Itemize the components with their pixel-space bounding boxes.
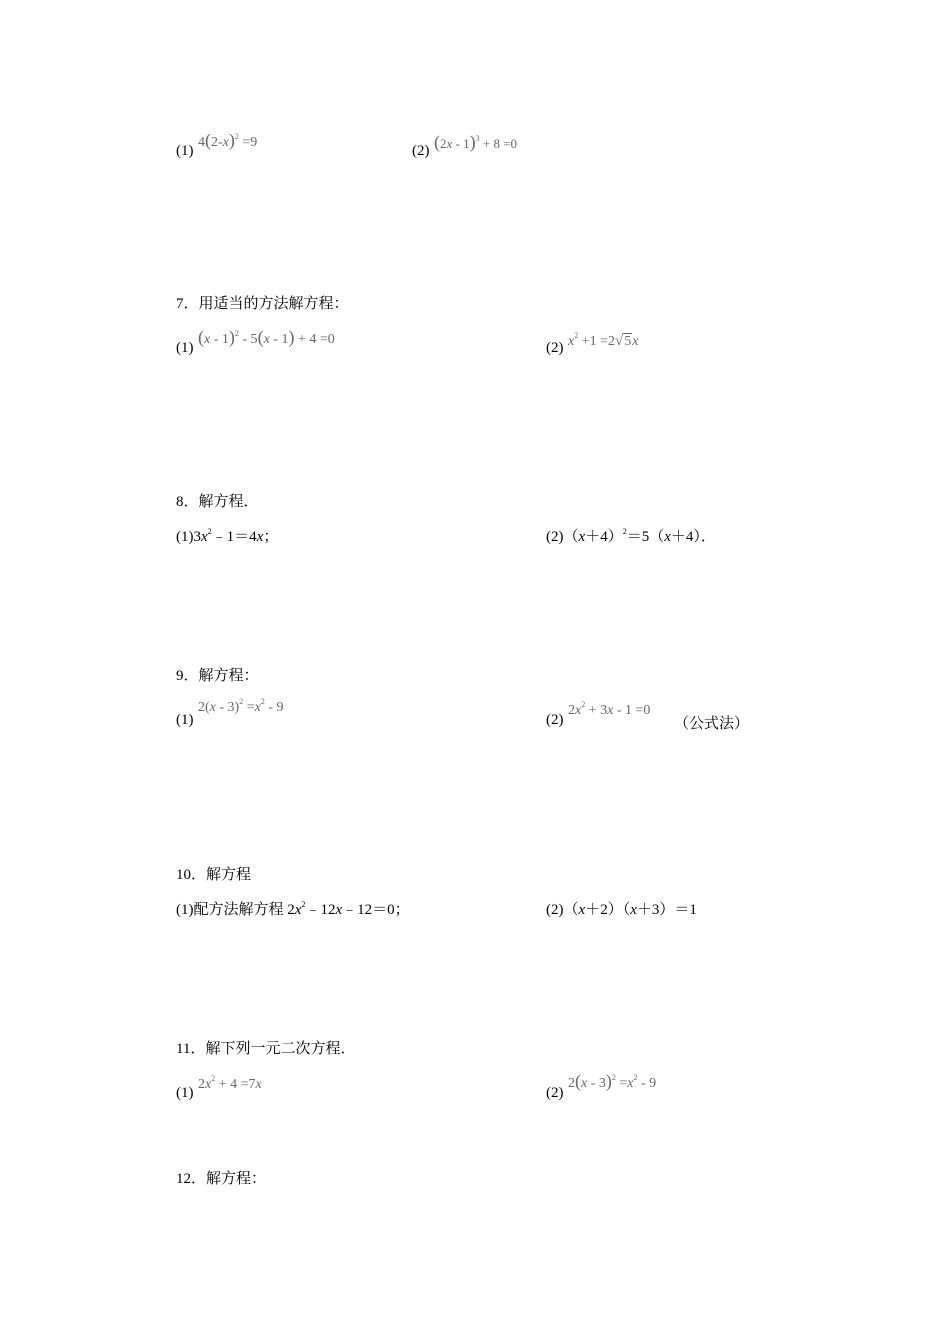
p7-heading: 7．用适当的方法解方程： — [176, 296, 349, 312]
p7-part1-equation: (x - 1)$^2$ - 5(x - 1) + 4 =0 — [198, 327, 335, 347]
p11-heading: 11．解下列一元二次方程． — [176, 1041, 356, 1057]
p10-part2: (2)（x＋2）（x＋3）＝1 — [546, 902, 697, 918]
p6-part1-equation: $4(2-x)^2 =9$ — [198, 130, 258, 150]
p12-heading: 12．解方程： — [176, 1171, 267, 1187]
p10-heading: 10．解方程 — [176, 867, 252, 883]
p8-heading: 8．解方程． — [176, 494, 259, 510]
p9-heading: 9．解方程： — [176, 668, 259, 684]
p6-part1-label: (1) — [176, 143, 194, 159]
p7-part2-equation: $x^2 +1 =2√5x$ — [568, 331, 639, 349]
p7-part1-label: (1) — [176, 340, 194, 356]
p11-part2-label: (2) — [546, 1085, 564, 1101]
p6-part2-label: (2) — [412, 143, 430, 159]
p8-part1: $(1)3x^2﹣1=4x$； — [176, 527, 279, 545]
p9-part2-label: (2) — [546, 712, 564, 728]
p9-part1-label: (1) — [176, 712, 194, 728]
p11-part2-equation: $2(x - 3)^2 =x^2 - 9$ — [568, 1071, 657, 1091]
sqrt-symbol: √5 — [615, 333, 632, 349]
p11-part1-equation: $2x^2 + 4 =7x$ — [198, 1074, 262, 1092]
p9-part2-note: （公式法） — [674, 716, 750, 732]
p6-part2-equation: (2x - 1)$^3$ + 8 =0 — [434, 132, 518, 152]
p8-part2: $(2)(x+4)^2=5(x+4)$． — [546, 527, 716, 545]
p9-part1-equation: $2(x - 3)^2 =x^2 - 9$ — [198, 697, 284, 715]
p11-part1-label: (1) — [176, 1085, 194, 1101]
p7-part2-label: (2) — [546, 340, 564, 356]
p10-part1: (1)配方法解方程 $2x^2﹣12x﹣12=0$； — [176, 900, 410, 918]
p9-part2-equation: $2x^2 + 3x - 1 =0$ — [568, 700, 651, 718]
